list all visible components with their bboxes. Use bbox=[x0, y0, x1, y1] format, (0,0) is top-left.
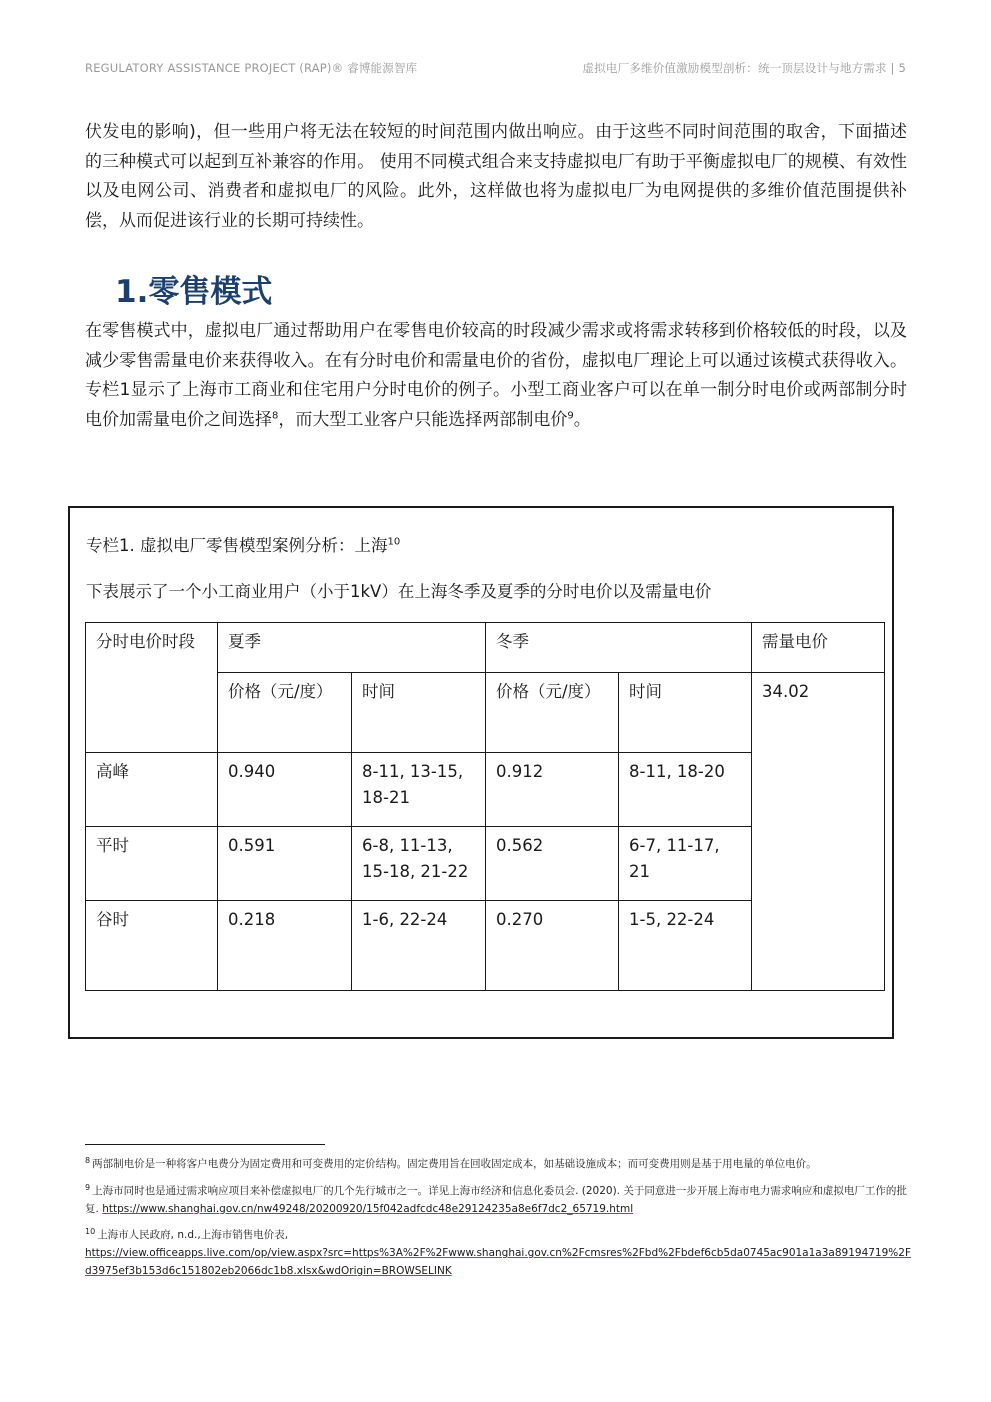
period-cell: 高峰 bbox=[86, 753, 218, 827]
winter-time-cell: 6-7, 11-17, 21 bbox=[619, 827, 752, 901]
winter-time-subheader: 时间 bbox=[619, 673, 752, 753]
winter-header: 冬季 bbox=[486, 623, 752, 673]
box-title bbox=[86, 532, 400, 556]
winter-time-cell: 1-5, 22-24 bbox=[619, 901, 752, 991]
intro-paragraph: 伏发电的影响)，但一些用户将无法在较短的时间范围内做出响应。由于这些不同时间范围的取舍，下面描述的三种模式可以起到互补兼容的作用。 使用不同模式组合来支持虚拟电厂有助于平衡虚拟电厂的规模、有效性以及电网公司、消费者和虚拟电厂的风险。此外，这样做也将为虚拟电厂为电网提供的多维价值范围提供补偿，从而促进该行业的长期可持续性。 bbox=[85, 122, 907, 231]
running-header-left: REGULATORY ASSISTANCE PROJECT (RAP)® 睿博能源智库 bbox=[85, 61, 418, 75]
box-description: 下表展示了一个小工商业用户（小于1kV）在上海冬季及夏季的分时电价以及需量电价 bbox=[86, 582, 712, 601]
winter-price-cell: 0.562 bbox=[486, 827, 619, 901]
running-header-right: 虚拟电厂多维价值激励模型剖析：统一顶层设计与地方需求 | 5 bbox=[582, 61, 906, 75]
retail-model-paragraph bbox=[85, 317, 907, 435]
period-header: 分时电价时段 bbox=[86, 623, 218, 753]
period-cell: 平时 bbox=[86, 827, 218, 901]
retail-model-text-3: 。 bbox=[573, 409, 591, 430]
footnote-text: 上海市人民政府, n.d.,上海市销售电价表, bbox=[97, 1229, 289, 1241]
footnote-number: 9 bbox=[85, 1182, 91, 1192]
summer-header: 夏季 bbox=[218, 623, 486, 673]
footnote-divider bbox=[85, 1144, 325, 1145]
section-heading: 1.零售模式 bbox=[115, 274, 273, 310]
case-study-box bbox=[68, 506, 894, 1039]
winter-time-cell: 8-11, 18-20 bbox=[619, 753, 752, 827]
retail-model-text-2: ，而大型工业客户只能选择两部制电价 bbox=[278, 409, 568, 430]
footnote-text: 两部制电价是一种将客户电费分为固定费用和可变费用的定价结构。固定费用旨在回收固定成本，如基础设施成本；而可变费用则是基于用电量的单位电价。 bbox=[92, 1158, 817, 1170]
summer-price-subheader: 价格（元/度） bbox=[218, 673, 352, 753]
summer-time-cell: 8-11, 13-15, 18-21 bbox=[352, 753, 486, 827]
footnote-ref-10[interactable]: 10 bbox=[387, 536, 401, 548]
box-title-text: 专栏1. 虚拟电厂零售模型案例分析：上海 bbox=[86, 536, 388, 555]
summer-time-subheader: 时间 bbox=[352, 673, 486, 753]
winter-price-subheader: 价格（元/度） bbox=[486, 673, 619, 753]
summer-price-cell: 0.940 bbox=[218, 753, 352, 827]
period-cell: 谷时 bbox=[86, 901, 218, 991]
summer-time-cell: 6-8, 11-13, 15-18, 21-22 bbox=[352, 827, 486, 901]
summer-price-cell: 0.591 bbox=[218, 827, 352, 901]
winter-price-cell: 0.912 bbox=[486, 753, 619, 827]
footnote-9 bbox=[85, 1182, 915, 1218]
summer-price-cell: 0.218 bbox=[218, 901, 352, 991]
winter-price-cell: 0.270 bbox=[486, 901, 619, 991]
footnote-ref-9[interactable]: 9 bbox=[567, 409, 574, 421]
footnote-link[interactable]: https://view.officeapps.live.com/op/view.aspx?src=https%3A%2F%2Fwww.shanghai.gov.cn%2Fcmsres%2Fbd%2Fbdef6cb5da0745ac901a1a3a89194719%2Fd3975ef3b153d6c151802eb2066dc1b8.xlsx&wdOrigin=BROWSELINK bbox=[85, 1247, 911, 1277]
footnote-10 bbox=[85, 1226, 915, 1280]
footnote-ref-8[interactable]: 8 bbox=[272, 409, 279, 421]
demand-charge-value: 34.02 bbox=[752, 673, 885, 991]
demand-header: 需量电价 bbox=[752, 623, 885, 673]
footnote-number: 10 bbox=[85, 1226, 96, 1236]
footnote-number: 8 bbox=[85, 1155, 91, 1165]
summer-time-cell: 1-6, 22-24 bbox=[352, 901, 486, 991]
footnote-8 bbox=[85, 1155, 915, 1173]
retail-model-text-1: 在零售模式中，虚拟电厂通过帮助用户在零售电价较高的时段减少需求或将需求转移到价格较低的时段，以及减少零售需量电价来获得收入。在有分时电价和需量电价的省份，虚拟电厂理论上可以通过该模式获得收入。专栏1显示了上海市工商业和住宅用户分时电价的例子。小型工商业客户可以在单一制分时电价或两部制分时电价加需量电价之间选择 bbox=[85, 321, 907, 430]
footnote-link[interactable]: https://www.shanghai.gov.cn/nw49248/20200920/15f042adfcdc48e29124235a8e6f7dc2_65719.html bbox=[102, 1203, 634, 1215]
footnote-text: 上海市同时也是通过需求响应项目来补偿虚拟电厂的几个先行城市之一。详见上海市经济和信息化委员会. (2020). 关于同意进一步开展上海市电力需求响应和虚拟电厂工作的批复. bbox=[85, 1185, 907, 1215]
tou-price-table bbox=[85, 622, 885, 991]
